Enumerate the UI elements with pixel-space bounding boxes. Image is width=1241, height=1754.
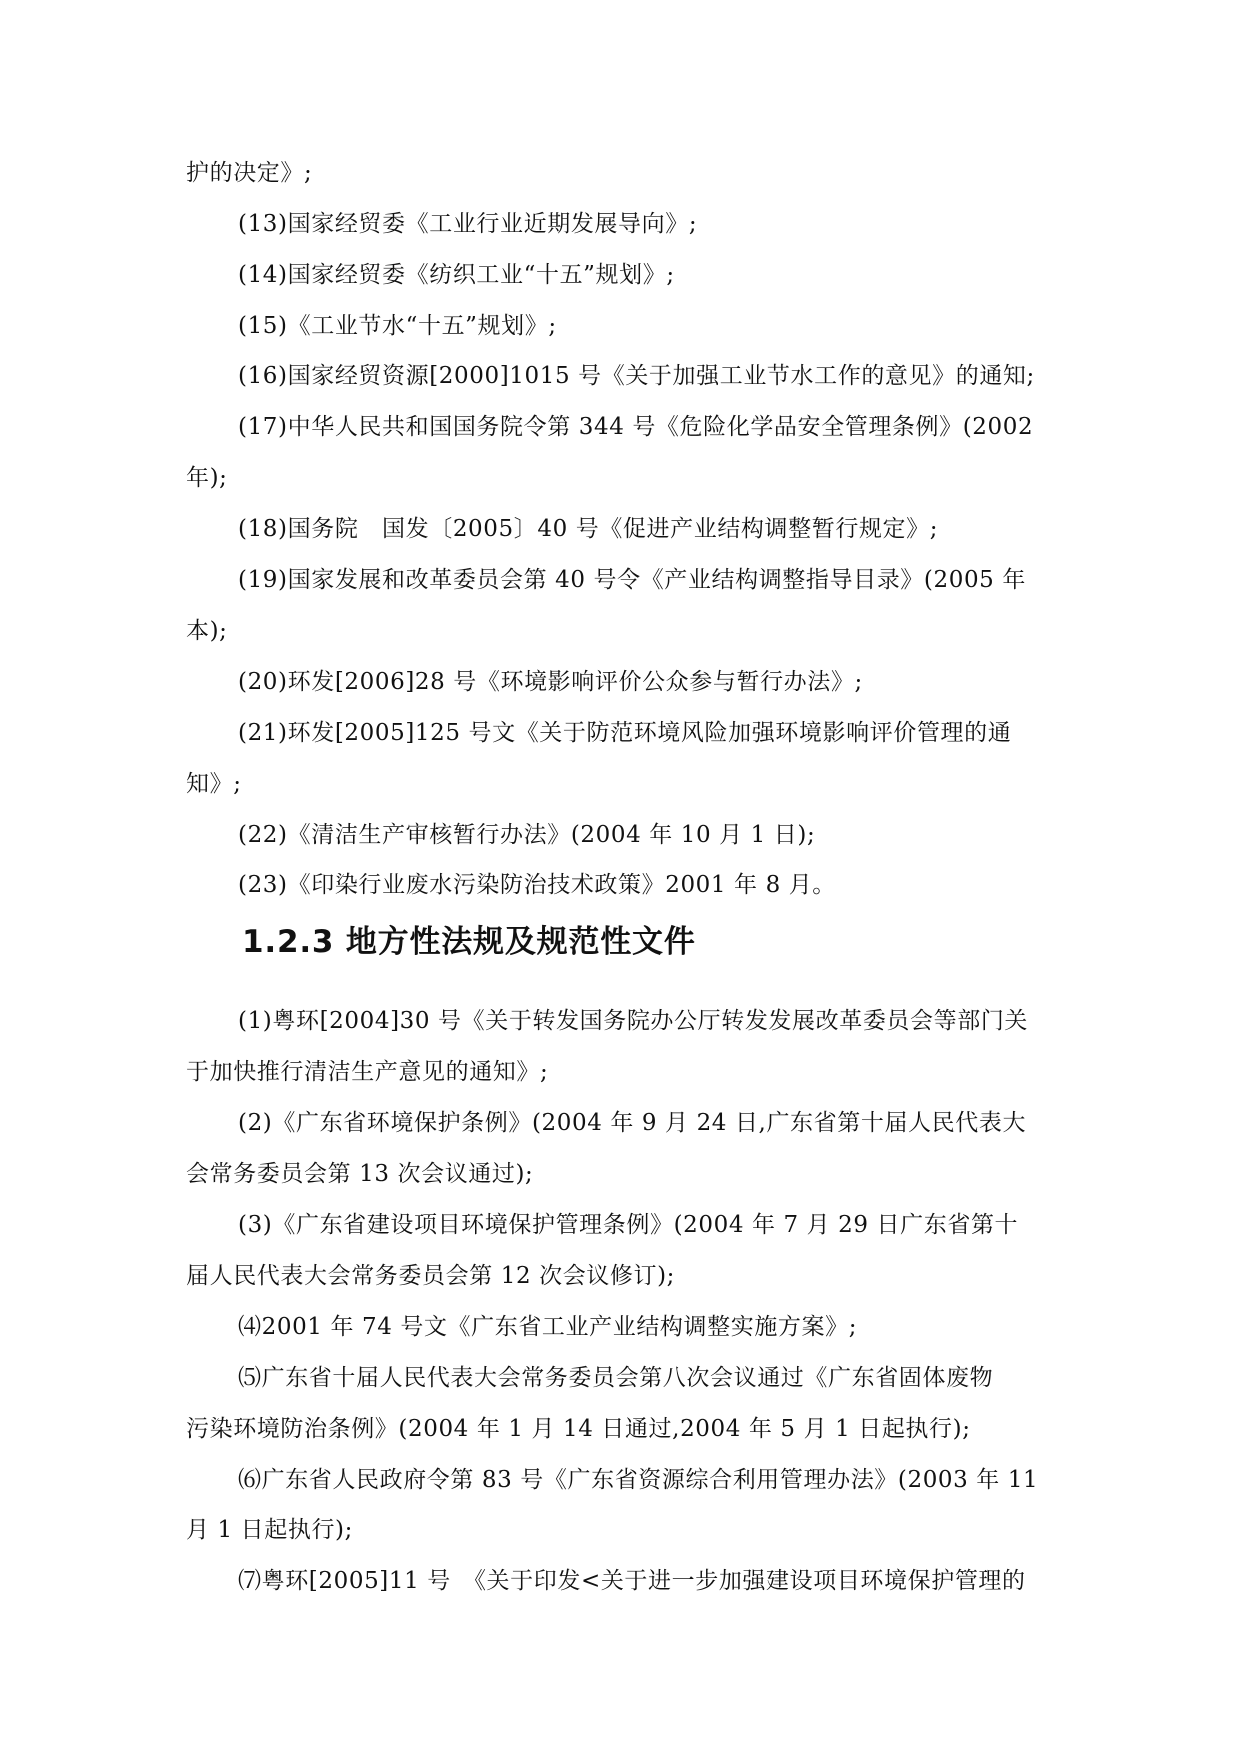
list-item: (14)国家经贸委《纺织工业“十五”规划》; <box>238 262 675 288</box>
list-item: (16)国家经贸资源[2000]1015 号《关于加强工业节水工作的意见》的通知; <box>238 363 1035 389</box>
text-line: 污染环境防治条例》(2004 年 1 月 14 日通过,2004 年 5 月 1 日起执行); <box>186 1416 971 1442</box>
list-item: (20)环发[2006]28 号《环境影响评价公众参与暂行办法》; <box>238 669 863 695</box>
list-item: (2)《广东省环境保护条例》(2004 年 9 月 24 日,广东省第十届人民代表大 <box>238 1110 1027 1136</box>
text-line: 知》; <box>186 771 242 797</box>
list-item: (17)中华人民共和国国务院令第 344 号《危险化学品安全管理条例》(2002 <box>238 414 1034 440</box>
text-line: 届人民代表大会常务委员会第 12 次会议修订); <box>186 1263 676 1289</box>
list-item: (13)国家经贸委《工业行业近期发展导向》; <box>238 211 698 237</box>
list-item: (22)《清洁生产审核暂行办法》(2004 年 10 月 1 日); <box>238 822 816 848</box>
text-line: 年); <box>186 465 228 491</box>
text-line: 会常务委员会第 13 次会议通过); <box>186 1161 534 1187</box>
list-item: ⑹广东省人民政府令第 83 号《广东省资源综合利用管理办法》(2003 年 11 <box>238 1467 1039 1493</box>
list-item: (18)国务院 国发〔2005〕40 号《促进产业结构调整暂行规定》; <box>238 516 939 542</box>
list-item: ⑷2001 年 74 号文《广东省工业产业结构调整实施方案》; <box>238 1314 858 1340</box>
text-line: 护的决定》; <box>186 160 313 186</box>
text-line: 于加快推行清洁生产意见的通知》; <box>186 1059 549 1085</box>
text-line: 本); <box>186 618 228 644</box>
list-item: (3)《广东省建设项目环境保护管理条例》(2004 年 7 月 29 日广东省第十 <box>238 1212 1019 1238</box>
list-item: (19)国家发展和改革委员会第 40 号令《产业结构调整指导目录》(2005 年 <box>238 567 1026 593</box>
list-item: ⑺粤环[2005]11 号 《关于印发<关于进一步加强建设项目环境保护管理的 <box>238 1568 1026 1594</box>
list-item: (1)粤环[2004]30 号《关于转发国务院办公厅转发发展改革委员会等部门关 <box>238 1008 1029 1034</box>
section-heading: 1.2.3 地方性法规及规范性文件 <box>242 924 696 960</box>
list-item: (23)《印染行业废水污染防治技术政策》2001 年 8 月。 <box>238 872 836 898</box>
list-item: ⑸广东省十届人民代表大会常务委员会第八次会议通过《广东省固体废物 <box>238 1365 994 1391</box>
list-item: (15)《工业节水“十五”规划》; <box>238 313 557 339</box>
text-line: 月 1 日起执行); <box>186 1517 353 1543</box>
list-item: (21)环发[2005]125 号文《关于防范环境风险加强环境影响评价管理的通 <box>238 720 1012 746</box>
